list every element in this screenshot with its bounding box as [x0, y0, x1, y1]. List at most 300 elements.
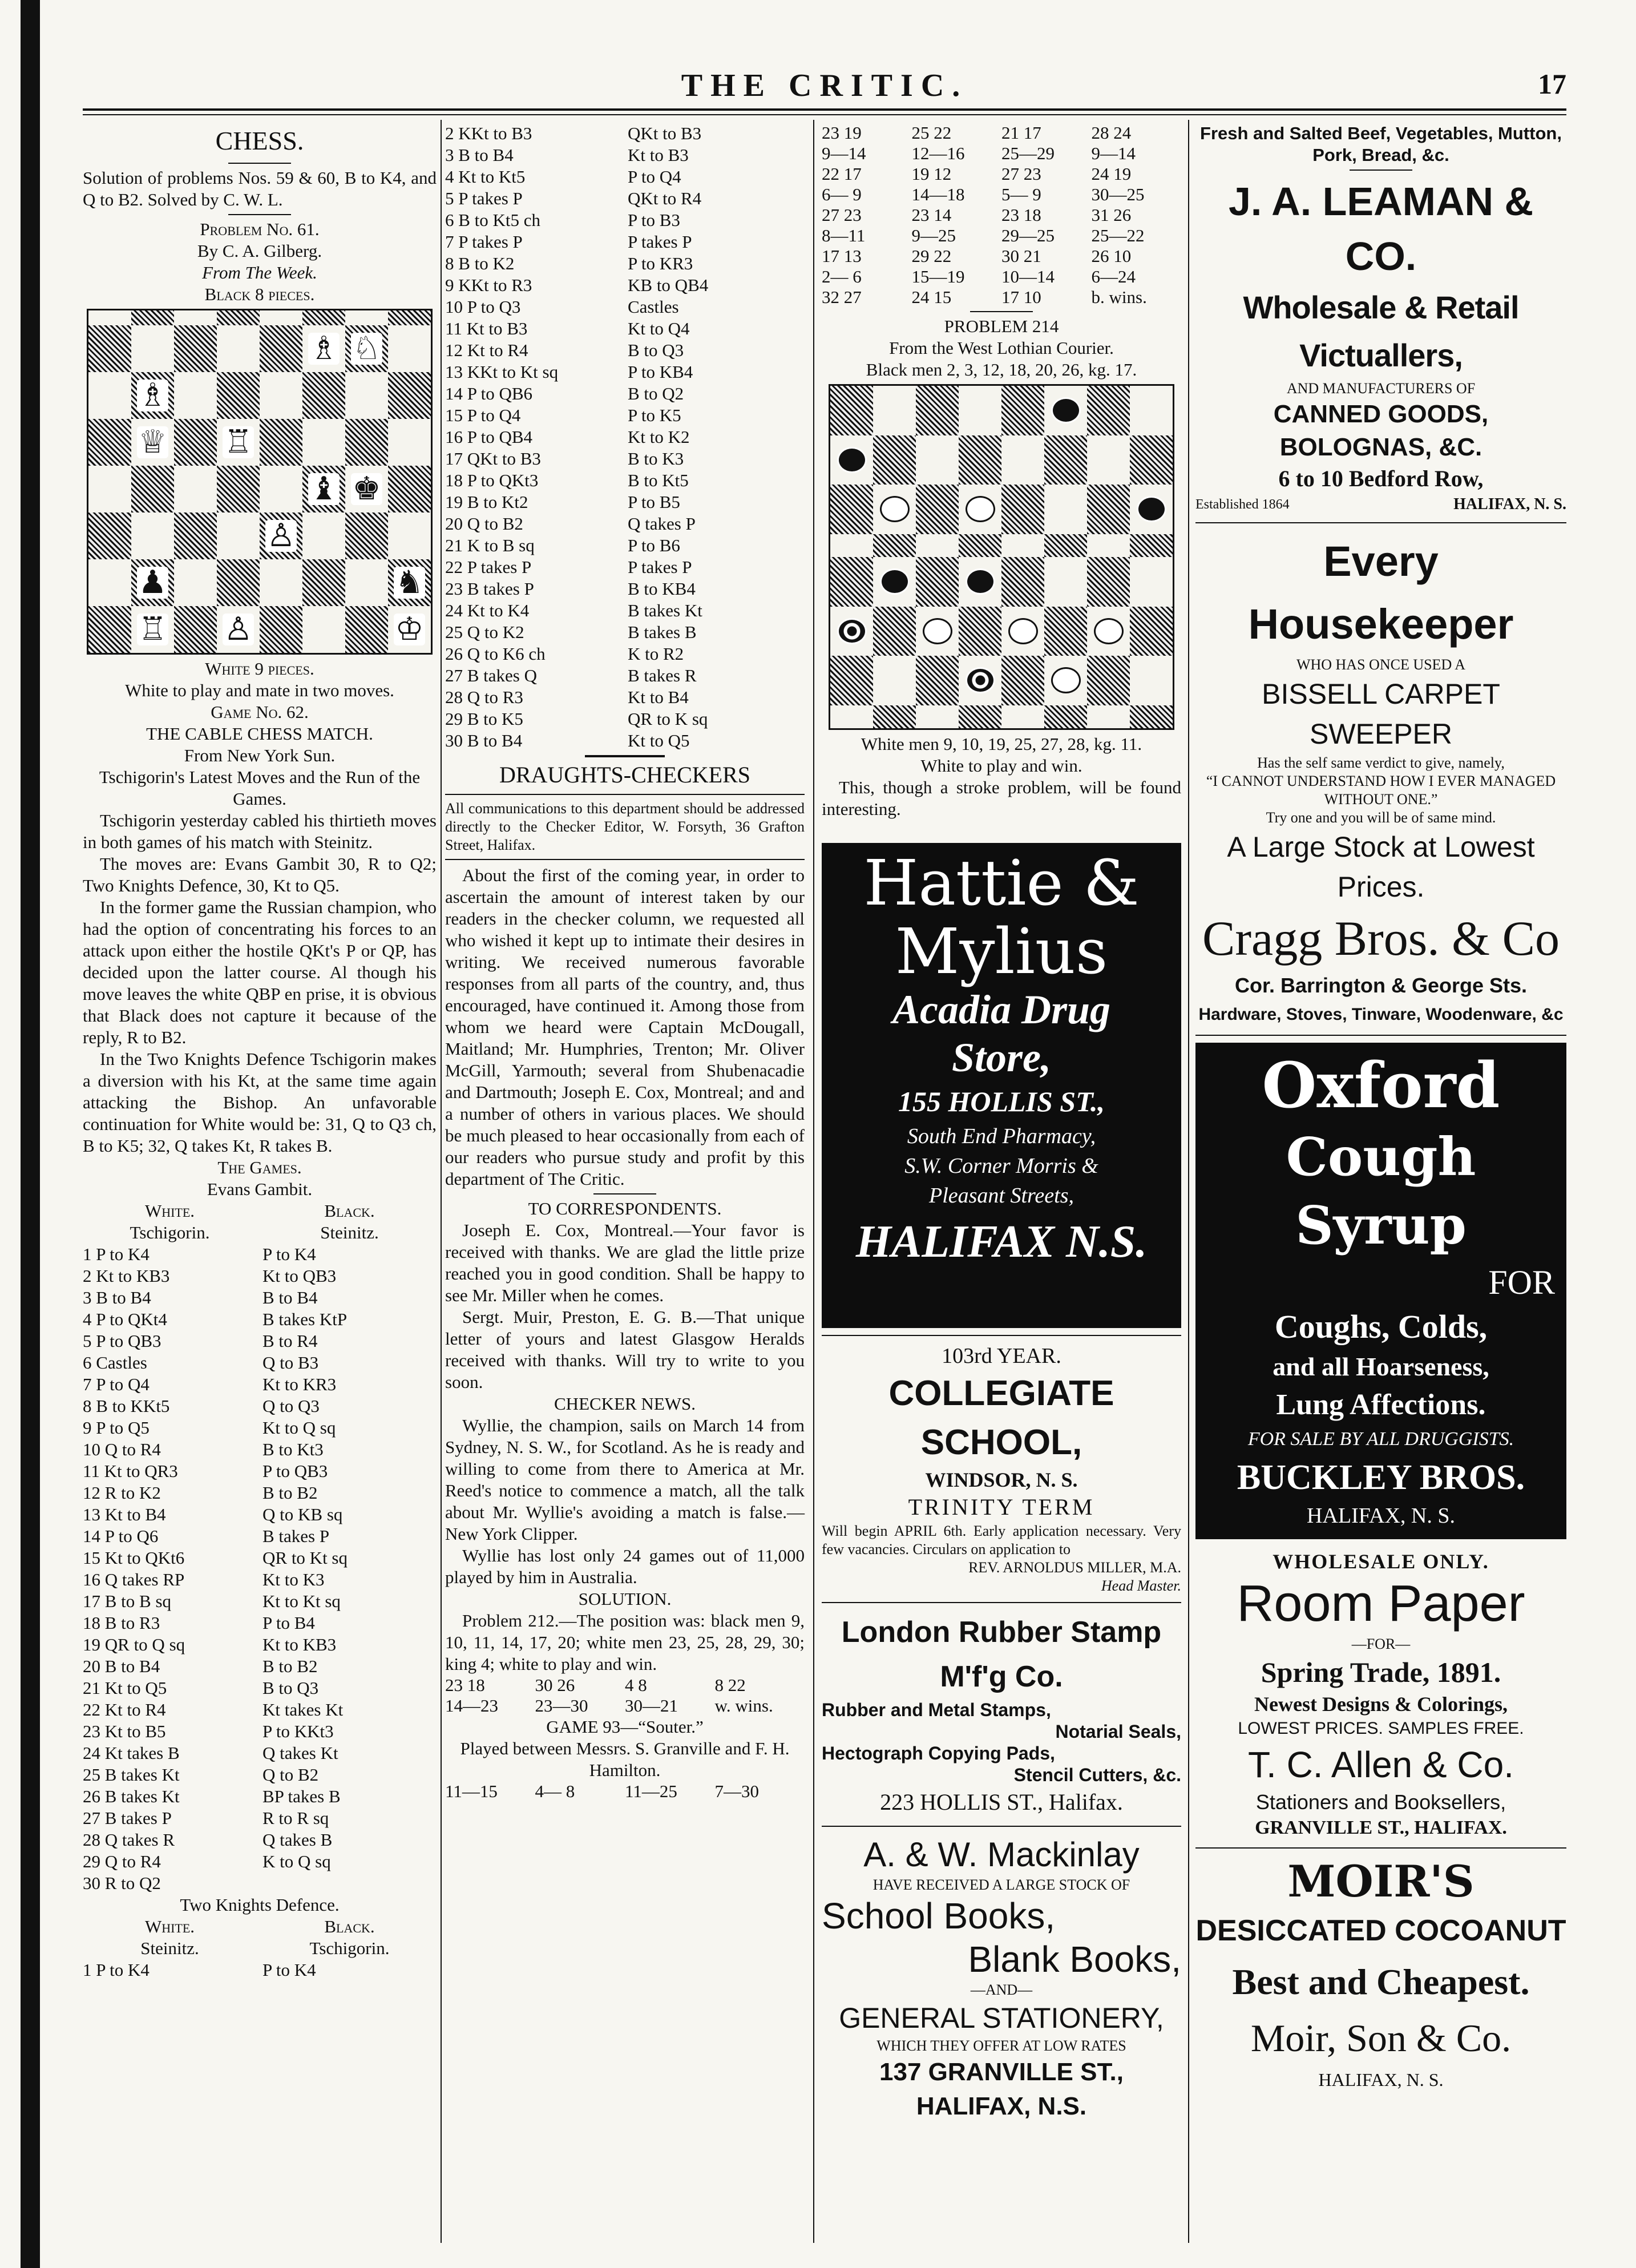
advertisements-column	[1195, 123, 1566, 2094]
move-cell: 19 12	[911, 164, 952, 184]
move-cell: 9—25	[911, 225, 956, 245]
move-white: 2 KKt to B3	[445, 123, 532, 143]
board-square	[916, 485, 959, 534]
move-cell: 23 19	[822, 123, 862, 143]
chess-heading: CHESS.	[215, 126, 304, 155]
allen-head: Room Paper	[1237, 1575, 1525, 1632]
bissell-line: A Large Stock at Lowest Prices.	[1227, 831, 1535, 903]
move-black: Q to B3	[262, 1353, 319, 1373]
move-cell: 29 22	[911, 246, 952, 266]
move-black: Kt to B4	[628, 687, 689, 707]
move-black: Kt to Kt sq	[262, 1591, 341, 1611]
board-square	[217, 310, 260, 325]
move-black: Q to KB sq	[262, 1504, 343, 1524]
move-cell: 23 14	[911, 205, 952, 225]
board-square	[388, 606, 431, 653]
move-cell: 24 15	[911, 287, 952, 307]
move-cell: 27 23	[822, 205, 862, 225]
board-square	[1130, 656, 1173, 705]
board-square	[1001, 534, 1044, 558]
board-square	[1130, 705, 1173, 729]
games-heading: The Games.	[217, 1157, 302, 1177]
board-square	[302, 310, 345, 325]
move-white: 3 B to B4	[445, 145, 514, 165]
allen-spring: Spring Trade, 1891.	[1261, 1656, 1501, 1688]
divider	[970, 311, 1033, 312]
board-square	[174, 310, 217, 325]
correspondents-heading: TO CORRESPONDENTS.	[528, 1198, 722, 1218]
move-black: P to B3	[628, 210, 680, 230]
leaman-trade: Wholesale & Retail Victuallers,	[1243, 289, 1519, 373]
move-white: 15 Kt to QKt6	[83, 1548, 185, 1568]
board-square	[1087, 607, 1130, 656]
move-black: B to Q2	[628, 384, 684, 403]
move-black: P to QB3	[262, 1461, 328, 1481]
board-square	[388, 372, 431, 419]
board-square	[260, 419, 302, 466]
move-white: 10 Q to R4	[83, 1439, 161, 1459]
move-white: 6 B to Kt5 ch	[445, 210, 541, 230]
board-square	[1044, 557, 1087, 607]
chess-column	[83, 123, 437, 1981]
checker-piece-icon	[923, 618, 952, 644]
allen-wholesale: WHOLESALE ONLY.	[1273, 1550, 1489, 1573]
move-cell: b. wins.	[1091, 287, 1147, 307]
move-white: 1 P to K4	[83, 1960, 150, 1980]
checker-piece-icon	[880, 496, 910, 522]
move-white: 14 P to QB6	[445, 384, 533, 403]
checker-piece-icon	[966, 667, 995, 693]
move-white: 5 P to QB3	[83, 1331, 161, 1351]
move-black: B takes Kt	[628, 600, 702, 620]
board-square	[131, 559, 174, 606]
move-white: 17 B to B sq	[83, 1591, 172, 1611]
move-white: 29 B to K5	[445, 709, 523, 729]
checker-piece-icon	[1051, 667, 1081, 693]
board-square	[916, 386, 959, 435]
board-square	[1001, 386, 1044, 435]
chess-piece-icon: ♔	[395, 612, 424, 647]
checker-piece-icon	[966, 496, 995, 522]
move-cell: 31 26	[1091, 205, 1132, 225]
book-line: WHICH THEY OFFER AT LOW RATES	[876, 2037, 1126, 2054]
move-white: 19 B to Kt2	[445, 492, 528, 512]
ad-line: 155 HOLLIS ST.,	[898, 1085, 1105, 1117]
paragraph: In the former game the Russian champion, who had the option of concentrating his forces to an attack upon either the hostile QKt's P or QP, has decided upon the latter course. Al though his move leaves the white QBP en prise, it is obvious that Black does not capture it because of the reply, R to B2.	[83, 897, 437, 1047]
move-white: 15 P to Q4	[445, 405, 521, 425]
board-square	[388, 419, 431, 466]
move-black: P to K4	[262, 1960, 316, 1980]
move-white: 21 Kt to Q5	[83, 1678, 167, 1698]
board-square	[174, 466, 217, 512]
board-square	[131, 419, 174, 466]
move-black: Q to Q3	[262, 1396, 320, 1416]
board-square	[345, 559, 388, 606]
board-square	[174, 325, 217, 372]
problem214-heading: PROBLEM 214	[944, 316, 1059, 336]
board-square	[388, 310, 431, 325]
move-list	[445, 123, 805, 752]
divider	[445, 794, 805, 795]
move-white: 4 P to QKt4	[83, 1309, 167, 1329]
move-cell: 30—25	[1091, 184, 1145, 204]
drug-store-ad	[822, 843, 1181, 1328]
board-square	[302, 466, 345, 512]
board-square	[88, 372, 131, 419]
board-square	[260, 559, 302, 606]
moir-name: MOIR'S	[1287, 1856, 1475, 1907]
board-square	[217, 372, 260, 419]
board-square	[959, 607, 1001, 656]
two-knights-heading: Two Knights Defence.	[180, 1895, 340, 1915]
board-square	[217, 606, 260, 653]
board-square	[830, 557, 873, 607]
board-square	[1087, 534, 1130, 558]
board-square	[1001, 557, 1044, 607]
move-white: 25 Q to K2	[445, 622, 524, 642]
move-white: 12 Kt to R4	[445, 340, 528, 360]
board-square	[302, 325, 345, 372]
move-white: 13 KKt to Kt sq	[445, 362, 559, 382]
board-square	[1001, 705, 1044, 729]
paragraph: In the Two Knights Defence Tschigorin makes a diversion with his Kt, at the same time again attacking the Bishop. An unfavorable continuation for White would be: 31, Q to Q3 ch, B to K5; 32, Q takes Kt, R takes B.	[83, 1049, 437, 1156]
move-white: 16 P to QB4	[445, 427, 533, 447]
board-square	[1001, 435, 1044, 485]
move-white: 22 Kt to R4	[83, 1700, 166, 1720]
board-square	[916, 705, 959, 729]
board-square	[217, 325, 260, 372]
move-cell: 9—14	[822, 143, 866, 163]
rubber-address: 223 HOLLIS ST., Halifax.	[880, 1789, 1123, 1815]
move-white: 9 KKt to R3	[445, 275, 532, 295]
syrup-line: FOR	[1488, 1264, 1555, 1301]
board-square	[916, 557, 959, 607]
move-black: QR to Kt sq	[262, 1548, 348, 1568]
draughts-paragraph: About the first of the coming year, in order to ascertain the amount of interest taken by our readers in the checker column, we requested all who wished it kept up to intimate their desires in writing. We received numerous favorable responses from all parts of the country, and, thus encouraged, have continued it. Among those from whom we heard were Captain McDougall, Maitland; Mr. Humphries, Trenton; Mr. Oliver McGill, Yarmouth; several from Shubenacadie and Dartmouth; Joseph E. Cox, Montreal; and and a number of others in various places. We should be much pleased to hear occasionally from each of our readers who pursue study and profit by this department of The Critic.	[445, 865, 805, 1189]
board-square	[217, 419, 260, 466]
board-square	[1130, 435, 1173, 485]
move-black: P to B5	[628, 492, 680, 512]
allen-trade: Stationers and Booksellers,	[1255, 1790, 1506, 1814]
checker-piece-icon	[1137, 496, 1166, 522]
column-rule	[813, 120, 814, 2243]
move-cell: 28 24	[1091, 123, 1132, 143]
board-square	[345, 512, 388, 559]
board-square	[388, 325, 431, 372]
board-square	[1087, 705, 1130, 729]
board-square	[830, 607, 873, 656]
board-square	[302, 559, 345, 606]
problem214-black: Black men 2, 3, 12, 18, 20, 26, kg. 17.	[866, 360, 1137, 380]
board-square	[345, 310, 388, 325]
checker-piece-icon	[1008, 618, 1038, 644]
move-white: 20 B to B4	[83, 1656, 160, 1676]
move-cell: 25—29	[1001, 143, 1055, 163]
move-cell: 23 18	[445, 1675, 485, 1695]
bissell-line: Try one and you will be of same mind.	[1266, 809, 1496, 826]
board-square	[1001, 485, 1044, 534]
game-heading: THE CABLE CHESS MATCH.	[146, 724, 373, 744]
board-square	[1130, 485, 1173, 534]
move-black: Kt to K2	[628, 427, 690, 447]
move-black: B to Q3	[262, 1678, 319, 1698]
allen-for: —FOR—	[1351, 1636, 1411, 1652]
room-paper-ad	[1195, 1551, 1566, 1841]
player-black: Steinitz.	[320, 1222, 379, 1242]
player-white: Tschigorin.	[130, 1222, 210, 1242]
syrup-line: HALIFAX, N. S.	[1306, 1504, 1456, 1528]
move-cell: 11—25	[625, 1781, 677, 1801]
checker-piece-icon	[837, 447, 867, 473]
players-header	[83, 1200, 437, 1244]
move-white: 11 Kt to QR3	[83, 1461, 178, 1481]
allen-address: GRANVILLE ST., HALIFAX.	[1255, 1817, 1507, 1838]
move-white: 24 Kt to K4	[445, 600, 530, 620]
board-square	[1087, 656, 1130, 705]
move-black: B takes R	[628, 665, 697, 685]
black-caption: Black 8 pieces.	[204, 284, 315, 304]
board-square	[260, 606, 302, 653]
solution-heading: SOLUTION.	[578, 1589, 672, 1609]
checker-piece-icon	[1094, 618, 1124, 644]
board-square	[302, 512, 345, 559]
move-cell: 8 22	[714, 1675, 746, 1695]
book-line: School Books,	[822, 1895, 1056, 1936]
players-header	[83, 1916, 437, 1981]
rubber-line: Rubber and Metal Stamps,	[822, 1700, 1051, 1720]
board-square	[88, 419, 131, 466]
move-white: 1 P to K4	[83, 1244, 150, 1264]
move-black: K to Q sq	[262, 1851, 331, 1871]
move-black: B to Kt5	[628, 470, 689, 490]
leaman-and: AND MANUFACTURERS OF	[1286, 380, 1476, 397]
correspondent-note: Joseph E. Cox, Montreal.—Your favor is received with thanks. We are glad the little prize reached you in good condition. Shall be happy to see Mr. Miller when he comes.	[445, 1220, 805, 1305]
board-square	[1001, 656, 1044, 705]
cough-syrup-ad	[1195, 1043, 1566, 1539]
move-black: R to R sq	[262, 1808, 329, 1828]
news-heading: CHECKER NEWS.	[554, 1394, 696, 1414]
move-white: 13 Kt to B4	[83, 1504, 166, 1524]
board-square	[959, 534, 1001, 558]
board-square	[1044, 485, 1087, 534]
move-cell: 25—22	[1091, 225, 1145, 245]
checkers-and-ads-column	[822, 123, 1181, 2124]
rubber-line: Stencil Cutters, &c.	[1013, 1765, 1181, 1785]
move-black: Kt to QB3	[262, 1266, 337, 1286]
board-square	[873, 485, 916, 534]
allen-firm: T. C. Allen & Co.	[1248, 1744, 1514, 1785]
player-black: Tschigorin.	[309, 1938, 390, 1958]
board-square	[1044, 386, 1087, 435]
move-white: 5 P takes P	[445, 188, 523, 208]
move-cell: 9—14	[1091, 143, 1136, 163]
ad-line: Pleasant Streets,	[929, 1184, 1074, 1208]
move-black	[262, 1872, 437, 1894]
move-white: 8 B to KKt5	[83, 1396, 170, 1416]
move-cell: 22 17	[822, 164, 862, 184]
board-square	[916, 435, 959, 485]
move-black: B takes P	[262, 1526, 330, 1546]
move-cell: 26 10	[1091, 246, 1132, 266]
chess-piece-icon: ♟	[138, 565, 167, 600]
cragg-goods: Hardware, Stoves, Tinware, Woodenware, &c	[1198, 1005, 1564, 1024]
move-white: 22 P takes P	[445, 557, 532, 577]
school-title: Head Master.	[1101, 1577, 1181, 1594]
checkers-column	[445, 123, 805, 1802]
move-black: QKt to R4	[628, 188, 702, 208]
board-square	[345, 372, 388, 419]
board-square	[1130, 607, 1173, 656]
board-square	[388, 466, 431, 512]
moir-ad	[1195, 1855, 1566, 2094]
board-square	[131, 325, 174, 372]
draughts-heading: DRAUGHTS-CHECKERS	[499, 762, 751, 788]
move-cell: 30 26	[535, 1675, 575, 1695]
problem214-white: White men 9, 10, 19, 25, 27, 28, kg. 11.	[861, 734, 1142, 754]
board-square	[131, 466, 174, 512]
allen-prices: LOWEST PRICES. SAMPLES FREE.	[1238, 1719, 1524, 1738]
board-square	[217, 559, 260, 606]
problem-source: From The Week.	[202, 263, 317, 283]
move-cell: 5— 9	[1001, 184, 1041, 204]
move-black: B takes B	[628, 622, 697, 642]
school-text: Will begin APRIL 6th. Early application necessary. Very few vacancies. Circulars on application to	[822, 1523, 1181, 1557]
book-address: 137 GRANVILLE ST., HALIFAX, N.S.	[879, 2058, 1124, 2120]
chess-piece-icon: ♖	[224, 425, 253, 460]
board-square	[1001, 607, 1044, 656]
problem214-note: This, though a stroke problem, will be found interesting.	[822, 777, 1181, 819]
move-black: P to B6	[628, 535, 680, 555]
board-square	[388, 512, 431, 559]
syrup-line: BUCKLEY BROS.	[1237, 1458, 1525, 1497]
school-head: REV. ARNOLDUS MILLER, M.A.	[968, 1559, 1181, 1576]
moir-product: DESICCATED COCOANUT	[1195, 1914, 1566, 1947]
board-square	[873, 435, 916, 485]
move-white: 3 B to B4	[83, 1288, 151, 1307]
move-white: 23 Kt to B5	[83, 1721, 166, 1741]
board-square	[131, 606, 174, 653]
ad-line: South End Pharmacy,	[907, 1124, 1096, 1148]
rubber-line: Hectograph Copying Pads,	[822, 1743, 1055, 1763]
board-square	[1044, 656, 1087, 705]
move-cell: 23 18	[1001, 205, 1041, 225]
problem-task: White to play and mate in two moves.	[125, 680, 394, 700]
rubber-line: Notarial Seals,	[1055, 1721, 1181, 1742]
checkers-game-table	[822, 123, 1181, 308]
board-square	[1044, 705, 1087, 729]
chess-piece-icon: ♖	[138, 612, 167, 647]
book-line: —AND—	[970, 1982, 1033, 1998]
move-white: 29 Q to R4	[83, 1851, 161, 1871]
syrup-line: and all Hoarseness,	[1273, 1352, 1489, 1381]
move-cell: 10—14	[1001, 267, 1055, 286]
move-cell: 14—23	[445, 1696, 498, 1716]
divider	[228, 214, 291, 215]
leaman-top: Fresh and Salted Beef, Vegetables, Mutton, Pork, Bread, &c.	[1200, 123, 1562, 165]
move-black: P takes P	[628, 232, 692, 252]
checker-piece-icon	[1051, 397, 1081, 423]
move-white: 20 Q to B2	[445, 514, 523, 534]
board-square	[88, 559, 131, 606]
chess-piece-icon: ♘	[352, 331, 381, 366]
board-square	[131, 512, 174, 559]
board-square	[1130, 386, 1173, 435]
move-black: P to K4	[262, 1244, 316, 1264]
move-black: P to B4	[262, 1613, 315, 1633]
ad-line: Hattie &	[863, 846, 1140, 919]
leaman-city: HALIFAX, N. S.	[1453, 495, 1566, 513]
move-white: 17 QKt to B3	[445, 449, 541, 469]
move-white: 25 B takes Kt	[83, 1765, 180, 1785]
board-square	[1044, 534, 1087, 558]
move-white: 30 R to Q2	[83, 1873, 161, 1893]
move-white: 7 P to Q4	[83, 1374, 150, 1394]
ad-line: S.W. Corner Morris &	[904, 1154, 1098, 1178]
draughts-note: All communications to this department should be addressed directly to the Checker Editor, W. Forsyth, 36 Grafton Street, Halifax.	[445, 800, 805, 853]
move-cell: 2— 6	[822, 267, 862, 286]
ad-line: Store,	[951, 1035, 1052, 1080]
move-black: QR to K sq	[628, 709, 708, 729]
move-white: 30 B to B4	[445, 731, 523, 750]
leaman-goods: CANNED GOODS, BOLOGNAS, &C.	[1273, 400, 1489, 461]
move-white: 19 QR to Q sq	[83, 1635, 185, 1654]
masthead-rule	[83, 108, 1566, 111]
chess-piece-icon: ♗	[309, 331, 338, 366]
news-item: Wyllie, the champion, sails on March 14 from Sydney, N. S. W., for Scotland. As he is ready and willing to come from there to America at Mr. Reed's notice to commence a match, all the talk about Mr. Wyllie's avoiding a match is false.—New York Clipper.	[445, 1415, 805, 1544]
book-line: Blank Books,	[968, 1939, 1181, 1980]
move-white: 18 P to QKt3	[445, 470, 539, 490]
move-cell: 6— 9	[822, 184, 862, 204]
game-source: From New York Sun.	[184, 745, 336, 765]
board-square	[217, 466, 260, 512]
cragg-firm: Cragg Bros. & Co	[1202, 911, 1560, 966]
move-cell: 23—30	[535, 1696, 588, 1716]
move-cell: 30 21	[1001, 246, 1041, 266]
board-square	[873, 607, 916, 656]
board-square	[873, 534, 916, 558]
white-caption: White 9 pieces.	[205, 659, 314, 679]
move-white: 24 Kt takes B	[83, 1743, 180, 1763]
board-square	[88, 512, 131, 559]
board-square	[1130, 557, 1173, 607]
divider	[445, 859, 805, 860]
board-square	[959, 705, 1001, 729]
move-black: B to B2	[262, 1656, 318, 1676]
chess-piece-icon: ♕	[138, 425, 167, 460]
book-name: A. & W. Mackinlay	[863, 1835, 1140, 1874]
divider	[822, 1602, 1181, 1603]
move-black: Kt to B3	[628, 145, 689, 165]
board-square	[1087, 386, 1130, 435]
move-black: B to Kt3	[262, 1439, 324, 1459]
move-cell: 29—25	[1001, 225, 1055, 245]
column-rule	[441, 120, 442, 2243]
move-black: Kt to Q sq	[262, 1418, 336, 1438]
move-cell: 14—18	[911, 184, 965, 204]
board-square	[873, 557, 916, 607]
bissell-ad	[1195, 530, 1566, 1028]
move-black: B to KB4	[628, 579, 696, 599]
move-black: B to B4	[262, 1288, 318, 1307]
board-square	[916, 656, 959, 705]
syrup-line: Oxford	[1262, 1048, 1500, 1122]
board-square	[88, 310, 131, 325]
school-year: 103rd YEAR.	[942, 1344, 1061, 1368]
solution-table	[445, 1675, 805, 1716]
syrup-line: Cough Syrup	[1286, 1126, 1476, 1256]
cragg-corner: Cor. Barrington & George Sts.	[1234, 974, 1528, 997]
move-cell: 15—19	[911, 267, 965, 286]
